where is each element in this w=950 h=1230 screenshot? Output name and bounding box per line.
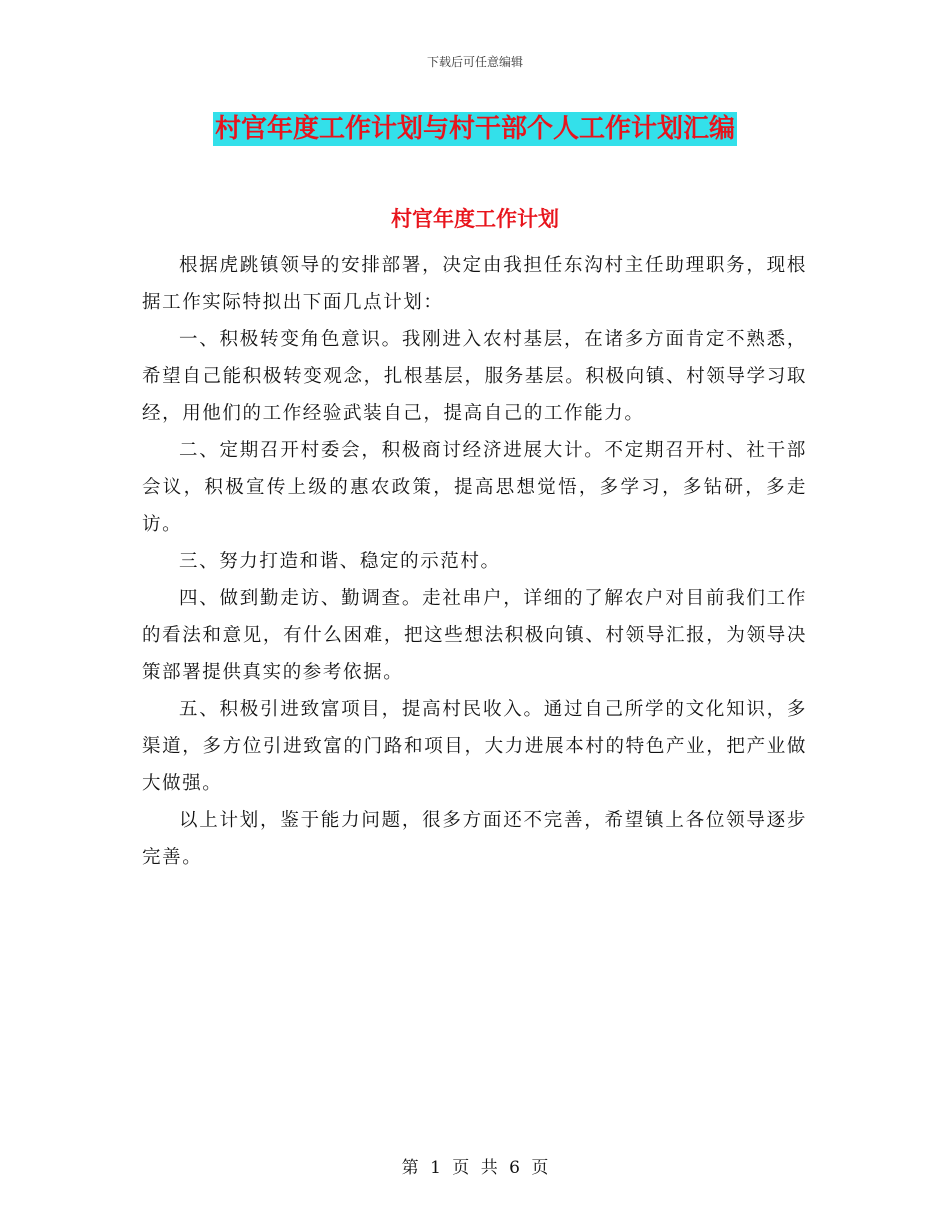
paragraph-item-5: 五、积极引进致富项目，提高村民收入。通过自己所学的文化知识，多渠道，多方位引进致富的门路和项目，大力进展本村的特色产业，把产业做大做强。 xyxy=(142,699,807,794)
page-footer: 第 1 页 共 6 页 xyxy=(401,1158,549,1178)
paragraph-closing: 以上计划，鉴于能力问题，很多方面还不完善，希望镇上各位领导逐步完善。 xyxy=(142,810,807,868)
section-title: 村官年度工作计划 xyxy=(391,207,559,231)
document-body xyxy=(142,247,807,876)
paragraph-item-3: 三、努力打造和谐、稳定的示范村。 xyxy=(179,551,501,572)
document-title xyxy=(0,112,950,146)
paragraph-intro: 根据虎跳镇领导的安排部署，决定由我担任东沟村主任助理职务，现根据工作实际特拟出下面几点计划： xyxy=(142,255,807,313)
paragraph-item-4: 四、做到勤走访、勤调查。走社串户，详细的了解农户对目前我们工作的看法和意见，有什么困难，把这些想法积极向镇、村领导汇报，为领导决策部署提供真实的参考依据。 xyxy=(142,588,807,683)
paragraph-item-2: 二、定期召开村委会，积极商讨经济进展大计。不定期召开村、社干部会议，积极宣传上级的惠农政策，提高思想觉悟，多学习，多钻研，多走访。 xyxy=(142,440,807,535)
header-note: 下载后可任意编辑 xyxy=(426,55,523,69)
document-title-text: 村官年度工作计划与村干部个人工作计划汇编 xyxy=(214,114,735,144)
paragraph-item-1: 一、积极转变角色意识。我刚进入农村基层，在诸多方面肯定不熟悉，希望自己能积极转变观念，扎根基层，服务基层。积极向镇、村领导学习取经，用他们的工作经验武装自己，提高自己的工作能力。 xyxy=(142,329,807,424)
